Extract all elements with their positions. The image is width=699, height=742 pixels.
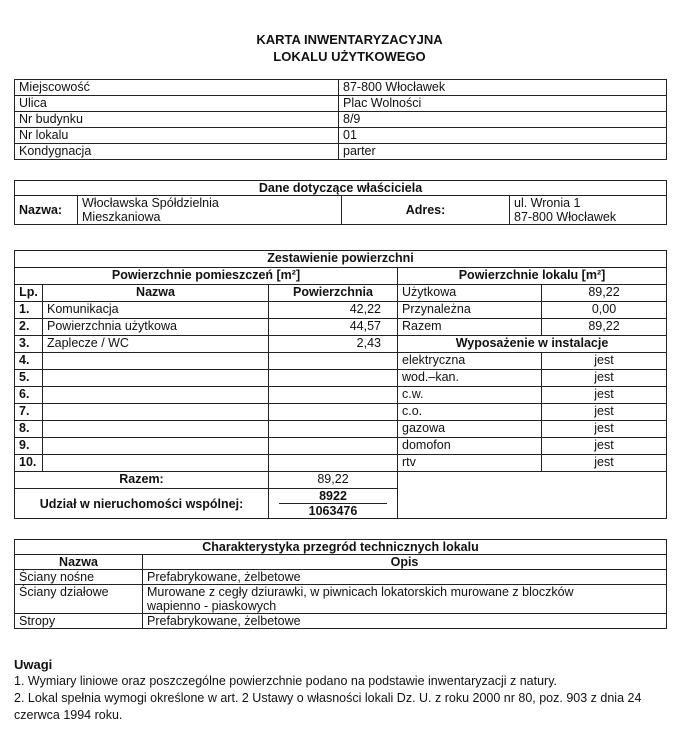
room-lp: 6. <box>15 387 43 404</box>
room-lp: 8. <box>15 421 43 438</box>
partition-desc: Prefabrykowane, żelbetowe <box>143 614 667 629</box>
room-lp: 9. <box>15 438 43 455</box>
owner-name-label: Nazwa: <box>15 196 78 225</box>
col-room-area: Powierzchnia <box>269 285 398 302</box>
partition-name: Stropy <box>15 614 143 629</box>
room-name <box>43 455 269 472</box>
partitions-header: Charakterystyka przegród technicznych lokalu <box>15 540 667 555</box>
room-name: Komunikacja <box>43 302 269 319</box>
equipment-value: jest <box>542 455 667 472</box>
location-value: 01 <box>339 128 667 144</box>
share-denominator: 1063476 <box>308 504 358 518</box>
room-area <box>269 421 398 438</box>
owner-address-line-2: 87-800 Włocławek <box>514 210 617 224</box>
room-name: Powierzchnia użytkowa <box>43 319 269 336</box>
equipment-label: domofon <box>398 438 542 455</box>
owner-name-line-2: Mieszkaniowa <box>82 210 161 224</box>
room-name <box>43 353 269 370</box>
location-value: 8/9 <box>339 112 667 128</box>
rooms-header: Powierzchnie pomieszczeń [m²] <box>15 268 398 285</box>
equipment-header: Wyposażenie w instalacje <box>398 336 667 353</box>
room-row <box>15 387 667 404</box>
unit-label-0: Użytkowa <box>398 285 542 302</box>
location-row <box>15 128 667 144</box>
col-lp: Lp. <box>15 285 43 302</box>
owner-header: Dane dotyczące właściciela <box>15 181 667 196</box>
location-row <box>15 112 667 128</box>
equipment-label: gazowa <box>398 421 542 438</box>
room-area <box>269 438 398 455</box>
partition-row <box>15 585 667 614</box>
areas-header: Zestawienie powierzchni <box>15 251 667 268</box>
partition-name: Ściany działowe <box>15 585 143 614</box>
room-area <box>269 387 398 404</box>
partition-name: Ściany nośne <box>15 570 143 585</box>
location-label: Nr lokalu <box>15 128 339 144</box>
title-line-2: LOKALU UŻYTKOWEGO <box>273 49 426 64</box>
location-label: Kondygnacja <box>15 144 339 160</box>
room-name <box>43 421 269 438</box>
unit-label: Razem <box>398 319 542 336</box>
room-name <box>43 438 269 455</box>
share-numerator: 8922 <box>279 489 387 504</box>
location-row <box>15 144 667 160</box>
room-lp: 10. <box>15 455 43 472</box>
notes-header: Uwagi <box>14 657 53 672</box>
room-row <box>15 302 667 319</box>
share-fraction <box>269 489 398 519</box>
room-area <box>269 370 398 387</box>
room-area <box>269 353 398 370</box>
equipment-label: wod.–kan. <box>398 370 542 387</box>
room-lp: 4. <box>15 353 43 370</box>
title-line-1: KARTA INWENTARYZACYJNA <box>256 32 443 47</box>
room-area <box>269 404 398 421</box>
room-row <box>15 421 667 438</box>
owner-address-line-1: ul. Wronia 1 <box>514 196 581 210</box>
room-area: 2,43 <box>269 336 398 353</box>
room-name: Zaplecze / WC <box>43 336 269 353</box>
equipment-value: jest <box>542 421 667 438</box>
owner-name-line-1: Włocławska Spółdzielnia <box>82 196 219 210</box>
room-lp: 3. <box>15 336 43 353</box>
unit-value: 0,00 <box>542 302 667 319</box>
equipment-value: jest <box>542 353 667 370</box>
room-name <box>43 404 269 421</box>
unit-label: Przynależna <box>398 302 542 319</box>
unit-value-0: 89,22 <box>542 285 667 302</box>
room-lp: 1. <box>15 302 43 319</box>
share-label: Udział w nieruchomości wspólnej: <box>15 489 269 519</box>
equipment-value: jest <box>542 387 667 404</box>
equipment-label: c.o. <box>398 404 542 421</box>
col-room-name: Nazwa <box>43 285 269 302</box>
location-row <box>15 80 667 96</box>
areas-table <box>14 250 667 519</box>
location-row <box>15 96 667 112</box>
equipment-label: c.w. <box>398 387 542 404</box>
owner-name-value <box>78 196 342 225</box>
room-name <box>43 387 269 404</box>
room-row <box>15 438 667 455</box>
owner-address-value <box>510 196 667 225</box>
equipment-label: elektryczna <box>398 353 542 370</box>
note-item-2: 2. Lokal spełnia wymogi określone w art. 2 Ustawy o własności lokali Dz. U. z roku 2000 nr 80, poz. 903 z dnia 24 czerwca 1994 roku. <box>14 691 642 722</box>
location-label: Miejscowość <box>15 80 339 96</box>
owner-address-label: Adres: <box>342 196 510 225</box>
partition-row <box>15 614 667 629</box>
total-value: 89,22 <box>269 472 398 489</box>
partition-row <box>15 570 667 585</box>
room-row <box>15 336 667 353</box>
room-row <box>15 455 667 472</box>
room-area: 42,22 <box>269 302 398 319</box>
room-lp: 5. <box>15 370 43 387</box>
room-lp: 2. <box>15 319 43 336</box>
room-row <box>15 353 667 370</box>
location-value: Plac Wolności <box>339 96 667 112</box>
room-area <box>269 455 398 472</box>
partitions-col-name: Nazwa <box>15 555 143 570</box>
location-label: Nr budynku <box>15 112 339 128</box>
location-value: parter <box>339 144 667 160</box>
equipment-value: jest <box>542 370 667 387</box>
total-row <box>15 472 667 489</box>
equipment-label: rtv <box>398 455 542 472</box>
room-row <box>15 370 667 387</box>
partition-desc: Prefabrykowane, żelbetowe <box>143 570 667 585</box>
room-row <box>15 404 667 421</box>
equipment-value: jest <box>542 438 667 455</box>
owner-table <box>14 180 667 225</box>
equipment-value: jest <box>542 404 667 421</box>
total-spacer <box>398 472 667 519</box>
room-row <box>15 319 667 336</box>
room-lp: 7. <box>15 404 43 421</box>
note-item-1: 1. Wymiary liniowe oraz poszczególne powierzchnie podano na podstawie inwentaryzacji z natury. <box>14 674 557 688</box>
unit-value: 89,22 <box>542 319 667 336</box>
partitions-col-desc: Opis <box>143 555 667 570</box>
notes-section <box>14 656 674 724</box>
location-label: Ulica <box>15 96 339 112</box>
unit-header: Powierzchnie lokalu [m²] <box>398 268 667 285</box>
location-value: 87-800 Włocławek <box>339 80 667 96</box>
location-table <box>14 79 667 160</box>
room-name <box>43 370 269 387</box>
room-area: 44,57 <box>269 319 398 336</box>
total-label: Razem: <box>15 472 269 489</box>
partition-desc: Murowane z cegły dziurawki, w piwnicach lokatorskich murowane z bloczków wapienno - piaskowych <box>143 585 667 614</box>
document-title <box>0 31 699 65</box>
partitions-table <box>14 539 667 629</box>
